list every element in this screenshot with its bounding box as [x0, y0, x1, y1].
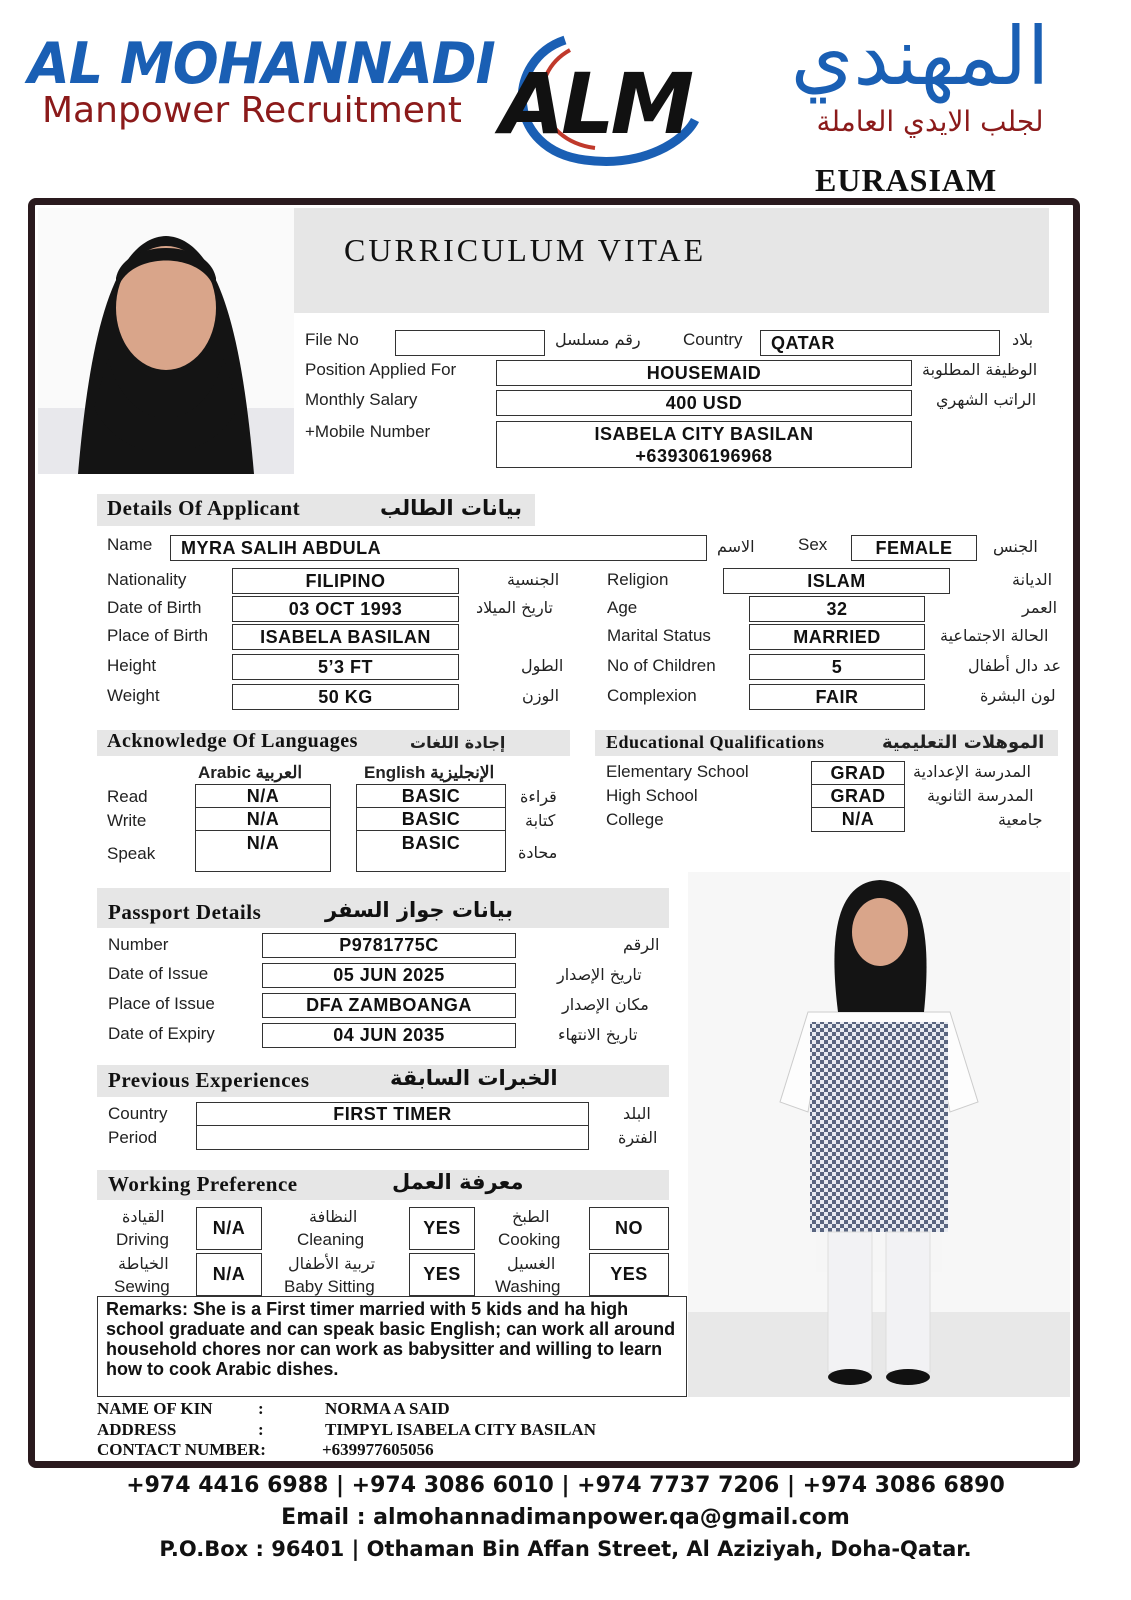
- passport-title: Passport Details: [108, 900, 262, 924]
- sex-label: Sex: [798, 535, 828, 554]
- position-label: Position Applied For: [305, 360, 457, 379]
- kin-name-value: NORMA A SAID: [325, 1399, 450, 1418]
- marital-field[interactable]: MARRIED: [749, 624, 925, 650]
- babysitting-arabic: تربية الأطفال: [288, 1254, 376, 1273]
- elementary-arabic: المدرسة الإعدادية: [913, 762, 1031, 781]
- mobile-line-2: +639306196968: [635, 445, 773, 466]
- passport-title-arabic: بيانات جواز السفر: [325, 898, 514, 922]
- passport-expiry-value[interactable]: 04 JUN 2035: [262, 1023, 516, 1048]
- kin-contact-label: CONTACT NUMBER:: [97, 1440, 266, 1459]
- weight-label: Weight: [107, 686, 160, 705]
- read-english-value[interactable]: BASIC: [357, 785, 505, 808]
- alm-logo-text: ALM: [500, 55, 691, 153]
- washing-label: Washing: [495, 1277, 561, 1296]
- salary-field[interactable]: 400 USD: [496, 390, 912, 416]
- complexion-arabic: لون البشرة: [980, 686, 1056, 705]
- kin-address-label: ADDRESS: [97, 1420, 177, 1439]
- weight-field[interactable]: 50 KG: [232, 684, 459, 710]
- age-label: Age: [607, 598, 638, 617]
- name-field[interactable]: MYRA SALIH ABDULA: [170, 535, 707, 561]
- passport-number-label: Number: [108, 935, 169, 954]
- languages-title: Acknowledge Of Languages: [107, 730, 358, 752]
- applicant-title-arabic: بيانات الطالب: [380, 496, 523, 520]
- write-arabic-label: كتابة: [525, 811, 556, 830]
- brand-arabic-subtitle: لجلب الايدي العاملة: [816, 105, 1044, 138]
- kin-contact-value: +639977605056: [322, 1440, 434, 1459]
- age-arabic: العمر: [1022, 598, 1058, 617]
- remarks-box: [97, 1296, 687, 1397]
- washing-value[interactable]: YES: [589, 1253, 669, 1296]
- cooking-arabic: الطبخ: [512, 1207, 550, 1226]
- driving-label: Driving: [116, 1230, 169, 1249]
- col-english: English الإنجليزية: [364, 763, 495, 782]
- sewing-label: Sewing: [114, 1277, 170, 1296]
- pob-label: Place of Birth: [107, 626, 209, 645]
- applicant-full-body-photo: [688, 872, 1070, 1397]
- passport-issue-place-arabic: مكان الإصدار: [562, 995, 649, 1014]
- driving-value[interactable]: N/A: [196, 1207, 262, 1250]
- experience-title-arabic: الخبرات السابقة: [390, 1066, 558, 1090]
- passport-number-arabic: الرقم: [623, 935, 660, 954]
- children-field[interactable]: 5: [749, 654, 925, 680]
- passport-number-value[interactable]: P9781775C: [262, 933, 516, 958]
- age-field[interactable]: 32: [749, 596, 925, 622]
- exp-country-label: Country: [108, 1104, 168, 1123]
- country-label: Country: [683, 330, 743, 349]
- kin-name-label: NAME OF KIN: [97, 1399, 213, 1418]
- dob-label: Date of Birth: [107, 598, 202, 617]
- college-arabic: جامعية: [998, 810, 1043, 829]
- speak-english-value[interactable]: BASIC: [401, 833, 461, 853]
- footer-address: P.O.Box : 96401 | Othaman Bin Affan Street, Al Aziziyah, Doha-Qatar.: [159, 1537, 972, 1561]
- exp-period-value[interactable]: [196, 1126, 589, 1150]
- passport-issue-place-value[interactable]: DFA ZAMBOANGA: [262, 993, 516, 1018]
- partner-name: EURASIAM: [815, 162, 998, 198]
- nationality-arabic: الجنسية: [507, 570, 560, 589]
- highschool-label: High School: [606, 786, 698, 805]
- applicant-title: Details Of Applicant: [107, 496, 301, 520]
- dob-field[interactable]: 03 OCT 1993: [232, 596, 459, 622]
- file-no-field[interactable]: [395, 330, 545, 356]
- sewing-value[interactable]: N/A: [196, 1253, 262, 1296]
- experience-title: Previous Experiences: [108, 1068, 310, 1092]
- file-no-arabic: رقم مسلسل: [555, 330, 641, 349]
- height-label: Height: [107, 656, 157, 675]
- speak-arabic-label: محادة: [518, 843, 558, 862]
- marital-arabic: الحالة الاجتماعية: [940, 626, 1049, 645]
- exp-country-arabic: البلد: [623, 1104, 651, 1123]
- religion-arabic: الديانة: [1012, 570, 1053, 589]
- brand-arabic: المهندي: [790, 10, 1050, 103]
- elementary-value[interactable]: GRAD: [812, 762, 904, 785]
- brand-name: AL MOHANNADI: [28, 30, 495, 97]
- kin-address-colon: :: [258, 1420, 264, 1439]
- footer-email: Email : almohannadimanpower.qa@gmail.com: [281, 1505, 850, 1530]
- nationality-label: Nationality: [107, 570, 187, 589]
- write-english-value[interactable]: BASIC: [357, 808, 505, 831]
- write-arabic-value[interactable]: N/A: [196, 808, 330, 831]
- religion-field[interactable]: ISLAM: [723, 568, 950, 594]
- cleaning-value[interactable]: YES: [409, 1207, 475, 1250]
- footer-phones: +974 4416 6988 | +974 3086 6010 | +974 7737 7206 | +974 3086 6890: [126, 1473, 1005, 1498]
- preference-title: Working Preference: [108, 1172, 298, 1196]
- passport-issue-date-arabic: تاريخ الإصدار: [557, 965, 642, 984]
- height-arabic: الطول: [521, 656, 564, 675]
- cv-title: CURRICULUM VITAE: [344, 232, 707, 268]
- country-field[interactable]: QATAR: [760, 330, 1000, 356]
- marital-label: Marital Status: [607, 626, 711, 645]
- salary-arabic: الراتب الشهري: [936, 390, 1037, 409]
- position-field[interactable]: HOUSEMAID: [496, 360, 912, 386]
- position-arabic: الوظيفة المطلوبة: [922, 360, 1038, 379]
- col-arabic: Arabic العربية: [198, 763, 303, 782]
- mobile-field[interactable]: [496, 421, 912, 468]
- weight-arabic: الوزن: [522, 686, 560, 705]
- name-arabic: الاسم: [717, 537, 755, 556]
- exp-country-value[interactable]: FIRST TIMER: [196, 1102, 589, 1126]
- pob-field[interactable]: ISABELA BASILAN: [232, 624, 459, 650]
- speak-arabic-value[interactable]: N/A: [246, 833, 280, 853]
- sewing-arabic: الخياطة: [118, 1254, 169, 1273]
- applicant-portrait-photo: [38, 208, 294, 474]
- education-title-arabic: الموهلات التعليمية: [882, 732, 1045, 753]
- nationality-field[interactable]: FILIPINO: [232, 568, 459, 594]
- babysitting-label: Baby Sitting: [284, 1277, 375, 1296]
- kin-address-value: TIMPYL ISABELA CITY BASILAN: [325, 1420, 596, 1439]
- country-arabic: بلاد: [1012, 330, 1034, 349]
- babysitting-value[interactable]: YES: [409, 1253, 475, 1296]
- sex-field[interactable]: FEMALE: [851, 535, 977, 561]
- children-arabic: عد دال أطفال: [968, 656, 1062, 675]
- education-title: Educational Qualifications: [606, 732, 825, 752]
- driving-arabic: القيادة: [122, 1207, 165, 1226]
- passport-issue-place-label: Place of Issue: [108, 994, 215, 1013]
- passport-expiry-arabic: تاريخ الانتهاء: [558, 1025, 638, 1044]
- read-label: Read: [107, 787, 148, 806]
- file-no-label: File No: [305, 330, 359, 349]
- cleaning-label: Cleaning: [297, 1230, 365, 1249]
- mobile-line-1: ISABELA CITY BASILAN: [594, 423, 814, 444]
- religion-label: Religion: [607, 570, 669, 589]
- complexion-label: Complexion: [607, 686, 697, 705]
- elementary-label: Elementary School: [606, 762, 749, 781]
- cooking-label: Cooking: [498, 1230, 561, 1249]
- college-label: College: [606, 810, 664, 829]
- cooking-value[interactable]: NO: [589, 1207, 669, 1250]
- read-arabic-label: قراءة: [520, 787, 557, 806]
- dob-arabic: تاريخ الميلاد: [476, 598, 553, 617]
- read-arabic-value[interactable]: N/A: [196, 785, 330, 808]
- college-value[interactable]: N/A: [841, 809, 875, 829]
- sex-arabic: الجنس: [993, 537, 1038, 556]
- height-field[interactable]: 5’3 FT: [232, 654, 459, 680]
- speak-label: Speak: [107, 844, 156, 863]
- exp-period-label: Period: [108, 1128, 158, 1147]
- name-label: Name: [107, 535, 153, 554]
- highschool-value[interactable]: GRAD: [812, 785, 904, 808]
- languages-title-arabic: إجادة اللغات: [410, 733, 506, 752]
- children-label: No of Children: [607, 656, 716, 675]
- passport-issue-date-label: Date of Issue: [108, 964, 209, 983]
- passport-issue-date-value[interactable]: 05 JUN 2025: [262, 963, 516, 988]
- preference-title-arabic: معرفة العمل: [392, 1170, 524, 1194]
- complexion-field[interactable]: FAIR: [749, 684, 925, 710]
- remarks-text: Remarks: She is a First timer married with 5 kids and ha high school graduate and can speak basic English; can work all around household chores nor can work as babysitter and willing to learn how to cook Arabic dishes.: [106, 1299, 676, 1379]
- mobile-label: +Mobile Number: [305, 422, 431, 441]
- highschool-arabic: المدرسة الثانوية: [927, 786, 1034, 805]
- exp-period-arabic: الفترة: [618, 1128, 658, 1147]
- salary-label: Monthly Salary: [305, 390, 418, 409]
- washing-arabic: الغسيل: [507, 1254, 556, 1273]
- cleaning-arabic: النظافة: [309, 1207, 358, 1226]
- kin-name-colon: :: [258, 1399, 264, 1418]
- write-label: Write: [107, 811, 147, 830]
- brand-subtitle: Manpower Recruitment: [42, 90, 462, 131]
- passport-expiry-label: Date of Expiry: [108, 1024, 215, 1043]
